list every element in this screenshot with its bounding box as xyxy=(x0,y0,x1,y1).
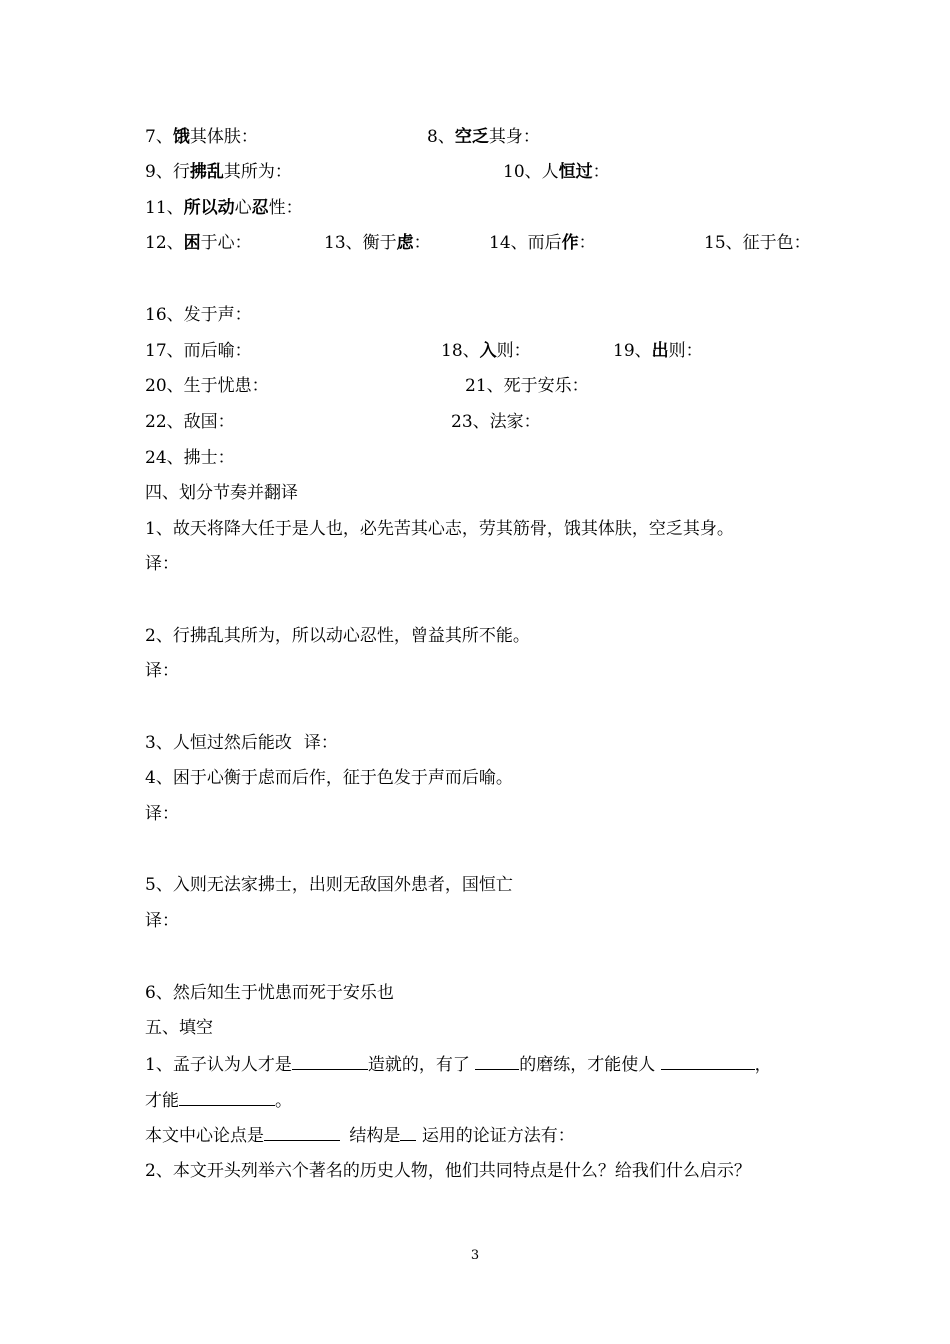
section-4-heading: 四、划分节奏并翻译 xyxy=(145,483,298,503)
vocab-item-24: 24、拂士： xyxy=(145,448,235,468)
vocab-item-7: 7、饿其体肤： xyxy=(145,127,258,147)
vocab-item-17: 17、而后喻： xyxy=(145,341,252,361)
vocab-item-15: 15、征于色： xyxy=(704,233,811,253)
blank-4[interactable] xyxy=(179,1089,275,1106)
vocab-item-22: 22、敌国： xyxy=(145,412,235,432)
vocab-item-16: 16、发于声： xyxy=(145,305,252,325)
fill-question-1: 1、孟子认为人才是 造就的，有了 的磨练，才能使人 ， xyxy=(145,1055,772,1075)
vocab-item-23: 23、法家： xyxy=(451,412,541,432)
vocab-item-12: 12、困于心： xyxy=(145,233,252,253)
vocab-item-8: 8、空乏其身： xyxy=(427,127,540,147)
question-2: 2、本文开头列举六个著名的历史人物，他们共同特点是什么？给我们什么启示？ xyxy=(145,1161,751,1181)
sentence-3: 3、人恒过然后能改 译： xyxy=(145,733,338,753)
vocab-item-13: 13、衡于虑： xyxy=(324,233,431,253)
vocab-item-19: 19、出则： xyxy=(613,341,703,361)
translate-label-2: 译： xyxy=(145,661,179,681)
fill-question-center: 本文中心论点是 结构是 运用的论证方法有： xyxy=(145,1126,575,1146)
blank-2[interactable] xyxy=(475,1053,519,1070)
sentence-2: 2、行拂乱其所为，所以动心忍性，曾益其所不能。 xyxy=(145,626,530,646)
section-5-heading: 五、填空 xyxy=(145,1018,213,1038)
sentence-4: 4、困于心衡于虑而后作，征于色发于声而后喻。 xyxy=(145,768,513,788)
vocab-item-20: 20、生于忧患： xyxy=(145,376,269,396)
translate-label-4: 译： xyxy=(145,804,179,824)
sentence-6: 6、然后知生于忧患而死于安乐也 xyxy=(145,983,394,1003)
blank-3[interactable] xyxy=(661,1053,755,1070)
blank-6[interactable] xyxy=(400,1124,416,1141)
vocab-item-18: 18、入则： xyxy=(441,341,531,361)
vocab-item-10: 10、人恒过： xyxy=(503,162,610,182)
sentence-5: 5、入则无法家拂士，出则无敌国外患者，国恒亡 xyxy=(145,875,513,895)
fill-question-1-cont: 才能 。 xyxy=(145,1091,292,1111)
page-number: 3 xyxy=(470,1248,480,1263)
blank-1[interactable] xyxy=(292,1053,368,1070)
vocab-item-9: 9、行拂乱其所为： xyxy=(145,162,292,182)
vocab-item-14: 14、而后作： xyxy=(489,233,596,253)
vocab-item-11: 11、所以动心忍性： xyxy=(145,198,303,218)
sentence-1: 1、故天将降大任于是人也，必先苦其心志，劳其筋骨，饿其体肤，空乏其身。 xyxy=(145,519,734,539)
blank-5[interactable] xyxy=(264,1124,340,1141)
translate-label-5: 译： xyxy=(145,911,179,931)
vocab-item-21: 21、死于安乐： xyxy=(465,376,589,396)
translate-label-1: 译： xyxy=(145,554,179,574)
